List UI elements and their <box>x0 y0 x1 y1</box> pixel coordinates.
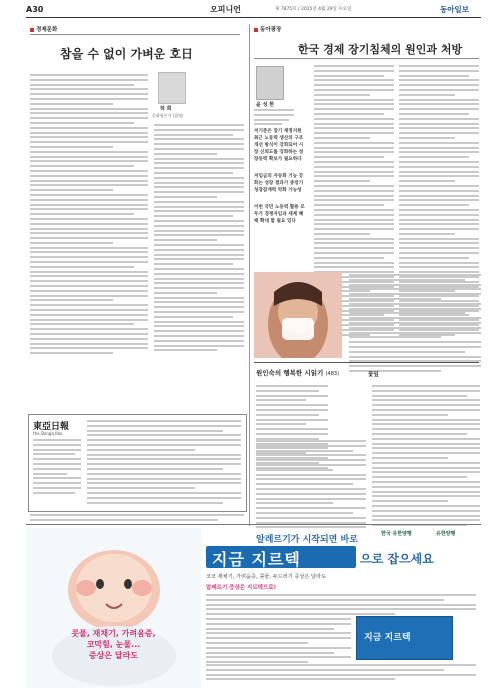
issue-info: 제 7875호 / 2015년 4월 29일 수요일 <box>275 7 352 12</box>
info-box-brand-sub: the Donga Ilbo <box>33 431 63 436</box>
pull-quote: 저기준은 장기 재정지원 최근 노동력 생산의 구조개선 방식이 강화되어 시장 신뢰도를 강화하는 성장동력 확보가 필요하다 <box>254 129 304 162</box>
ad-product-box-label: 지금 지르텍 <box>364 633 411 643</box>
label-square-icon <box>30 28 34 32</box>
info-box-text <box>33 439 81 497</box>
illustration-graphic <box>254 272 342 358</box>
left-column-body-b <box>154 124 244 354</box>
info-box <box>28 414 247 512</box>
ad-illustration <box>26 528 201 688</box>
ad-caption-line-1: 콧물, 재채기, 가려움증, <box>71 629 156 638</box>
ad-product-name: 지금 지르텍 <box>212 550 301 569</box>
ad-caption-line-2: 코막힘, 눈물... <box>86 640 141 649</box>
ad-company-1: 한국 유한양행 <box>381 531 412 537</box>
info-box-text-2 <box>87 420 241 506</box>
page-number: A30 <box>26 5 44 14</box>
left-label-rule <box>30 34 240 35</box>
ad-sub-caption: 코코 재채기, 가려움증, 콧물, 두드러기 증상은 달라도 <box>206 574 327 580</box>
section-title: 오피니언 <box>210 5 241 14</box>
right-column-body-c <box>349 274 481 375</box>
pull-quote: 저임금의 자동화 기능 강화는 성장 결과가 중장기 성장잠재력 약화 가능성 <box>254 174 304 193</box>
right-headline: 한국 경제 장기침체의 원인과 처방 <box>298 43 463 56</box>
ad-top-rule <box>26 524 481 525</box>
ad-suffix: 으로 잡으세요 <box>360 552 434 566</box>
poem-rule <box>254 362 479 363</box>
pull-quote: 이번 국민 노동력 활용 모두가 경쟁자임과 세제 혜택 확대 할 필요 있다 <box>254 205 305 224</box>
masthead <box>0 0 500 22</box>
poem-header <box>256 368 339 377</box>
info-box-footer <box>30 514 244 524</box>
author-title: 문화평론가 (필명) <box>152 113 184 118</box>
right-author-name: 윤 성 현 <box>256 102 274 108</box>
column-divider <box>249 24 250 526</box>
ad-tagline: 알레르기 증상은 지르텍으로! <box>206 585 277 591</box>
left-headline: 참을 수 없이 가벼운 호日 <box>60 47 194 61</box>
paper-name: 동아일보 <box>440 5 469 14</box>
left-column-body-a <box>30 74 148 357</box>
poem-title: 꽃잎 <box>368 372 379 378</box>
right-author-bio <box>254 109 294 128</box>
label-square-icon <box>254 28 258 32</box>
masthead-rule <box>26 17 481 18</box>
right-column-label: 동아광장 <box>254 25 281 33</box>
ad-left-caption <box>56 628 171 661</box>
right-author-photo <box>256 66 284 100</box>
poem-number: (483) <box>325 371 340 377</box>
poem-commentary-b <box>372 385 480 543</box>
pull-quotes <box>254 128 306 225</box>
ad-company-2: 유한양행 <box>436 531 456 537</box>
ad-fine-print-2 <box>206 664 476 683</box>
poem-section-label: 원인숙의 행복한 시읽기 <box>256 369 324 377</box>
column-illustration <box>254 272 342 358</box>
author-photo <box>158 72 186 104</box>
ad-body-text <box>206 594 476 618</box>
ad-caption-line-3: 증상은 달라도 <box>88 651 139 660</box>
ad-sponsor: 알레르기가 시작되면 바로 <box>256 535 358 545</box>
ad-image <box>26 528 201 688</box>
author-name: 허 희 <box>160 106 172 112</box>
left-column-label: 경제문화 <box>30 25 57 33</box>
advertisement <box>26 528 481 688</box>
info-box-brand: 東亞日報 <box>33 422 70 432</box>
ad-fine-print <box>206 618 351 666</box>
right-headline-rule <box>254 58 479 59</box>
